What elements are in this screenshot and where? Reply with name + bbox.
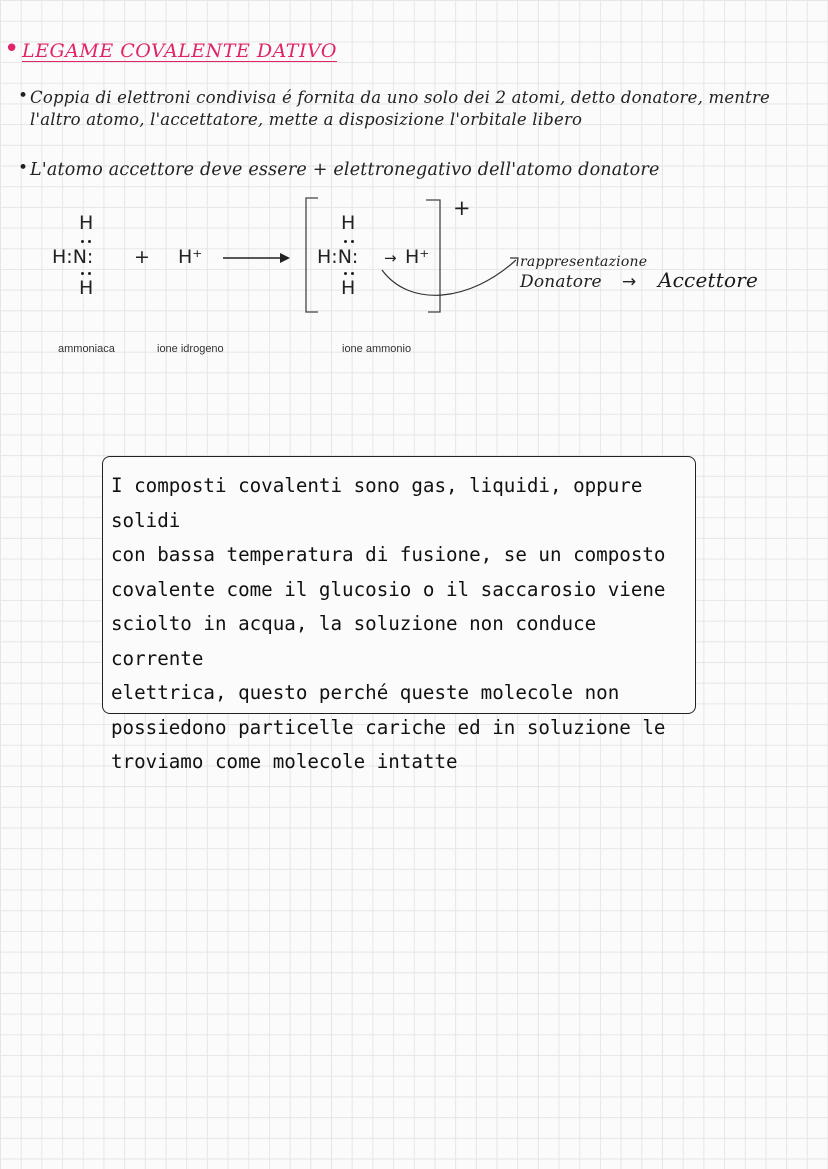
ammonium-label: ione ammonio	[342, 343, 412, 355]
plus-sign: +	[134, 246, 150, 268]
ammonium-formula: H:N:	[317, 246, 359, 268]
ammonium-h-ion: H⁺	[405, 246, 430, 268]
annotation-arrow: →	[622, 272, 637, 292]
info-box-line: elettrica, questo perché queste molecole non	[111, 681, 620, 704]
annotation-donor: Donatore	[520, 272, 602, 292]
electron-dot	[88, 240, 91, 243]
info-box-line: covalente come il glucosio o il saccarosio viene	[111, 577, 666, 601]
electron-dot	[81, 272, 84, 275]
section-title: LEGAME COVALENTE DATIVO	[22, 40, 337, 62]
ammonia-top-h: H	[79, 212, 94, 234]
heading-bullet: •	[4, 34, 20, 64]
info-box-line: I composti covalenti sono gas, liquidi, oppure solidi	[111, 474, 643, 532]
ammonia-bottom-h: H	[79, 277, 94, 299]
point-1-line-1: Coppia di elettroni condivisa é fornita da uno solo dei 2 atomi, detto donatore, mentre	[30, 88, 770, 107]
info-box-line: con bassa temperatura di fusione, se un composto	[111, 543, 666, 566]
ammonium-bottom-h: H	[341, 277, 356, 299]
point-1-bullet: •	[18, 86, 29, 106]
info-box-line: sciolto in acqua, la soluzione non conduce corrente	[111, 612, 597, 670]
curved-arrow-icon	[370, 250, 530, 306]
annotation-acceptor: Accettore	[658, 268, 758, 292]
electron-dot	[351, 240, 354, 243]
reaction-arrow-icon	[222, 250, 294, 266]
ammonium-bond-arrow: →	[384, 249, 397, 267]
ammonium-top-h: H	[341, 212, 356, 234]
ammonia-label: ammoniaca	[58, 343, 115, 355]
info-box	[102, 456, 696, 773]
electron-dot	[344, 272, 347, 275]
charge-sign: +	[453, 196, 471, 220]
point-2-line-1: L'atomo accettore deve essere + elettronegativo dell'atomo donatore	[30, 160, 660, 180]
ammonia-formula: H:N:	[52, 246, 94, 268]
info-box-line: troviamo come molecole intatte	[111, 750, 458, 773]
annotation-line-1: rappresentazione	[520, 254, 648, 270]
info-box-line: possiedono particelle cariche ed in soluzione le	[111, 715, 666, 739]
hydrogen-ion: H⁺	[178, 246, 203, 268]
point-1-line-2: l'altro atomo, l'accettatore, mette a disposizione l'orbitale libero	[30, 110, 583, 129]
electron-dot	[344, 240, 347, 243]
electron-dot	[88, 272, 91, 275]
electron-dot	[351, 272, 354, 275]
hydrogen-ion-label: ione idrogeno	[157, 343, 224, 355]
electron-dot	[81, 240, 84, 243]
point-2-bullet: •	[18, 158, 29, 178]
